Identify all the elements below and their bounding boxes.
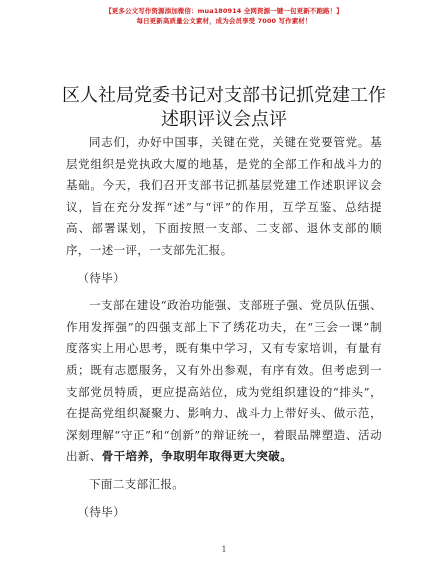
paragraph-opening: 同志们，办好中国事，关键在党，关键在党要管党。基层党组织是党执政大厦的地基，是党的全部工作和战斗力的基础。今天，我们召开支部书记抓基层党建工作述职评议会议，旨在充分发挥“述”与“评”的作用，互学互鉴、总结提高、部署谋划，下面按照一支部、二支部、退休支部的顺序，一述一评，一支部先汇报。 <box>66 135 382 257</box>
document-title: 区人社局党委书记对支部书记抓党建工作述职评议会点评 <box>62 85 386 130</box>
paragraph-branch-one <box>66 295 382 468</box>
paragraph-branch-one-text: 一支部在建设“政治功能强、支部班子强、党员队伍强、作用发挥强”的四强支部上下了绣花功夫，在“三会一课”制度落实上用心思考，既有集中学习，又有专家培训，有量有质；既有志愿服务，又有外出参观，有序有效。但考虑到一支部党员特质，更应提高站位，成为党组织建设的“排头”，在提高党组织凝聚力、影响力、战斗力上带好头、做示范，深刻理解“守正”和“创新”的辩证统一，着眼品牌塑造、活动出新、 <box>66 298 382 464</box>
paragraph-branch-two-intro: 下面二支部汇报。 <box>89 476 185 491</box>
promo-banner <box>0 6 448 26</box>
document-body <box>66 132 382 523</box>
pause-note: （待毕） <box>77 504 126 519</box>
pause-note: （待毕） <box>77 270 126 285</box>
page-number: 1 <box>221 545 227 554</box>
promo-banner-line1: 【更多公文写作资源添加微信：mua180914 全网资源一键一包更新不跑路！】 <box>105 7 343 15</box>
paragraph-branch-one-emphasis: 骨干培养，争取明年取得更大突破。 <box>101 449 293 464</box>
promo-banner-line2: 每日更新高质量公文素材，成为会员享受 7000 写作素材！ <box>136 17 312 25</box>
